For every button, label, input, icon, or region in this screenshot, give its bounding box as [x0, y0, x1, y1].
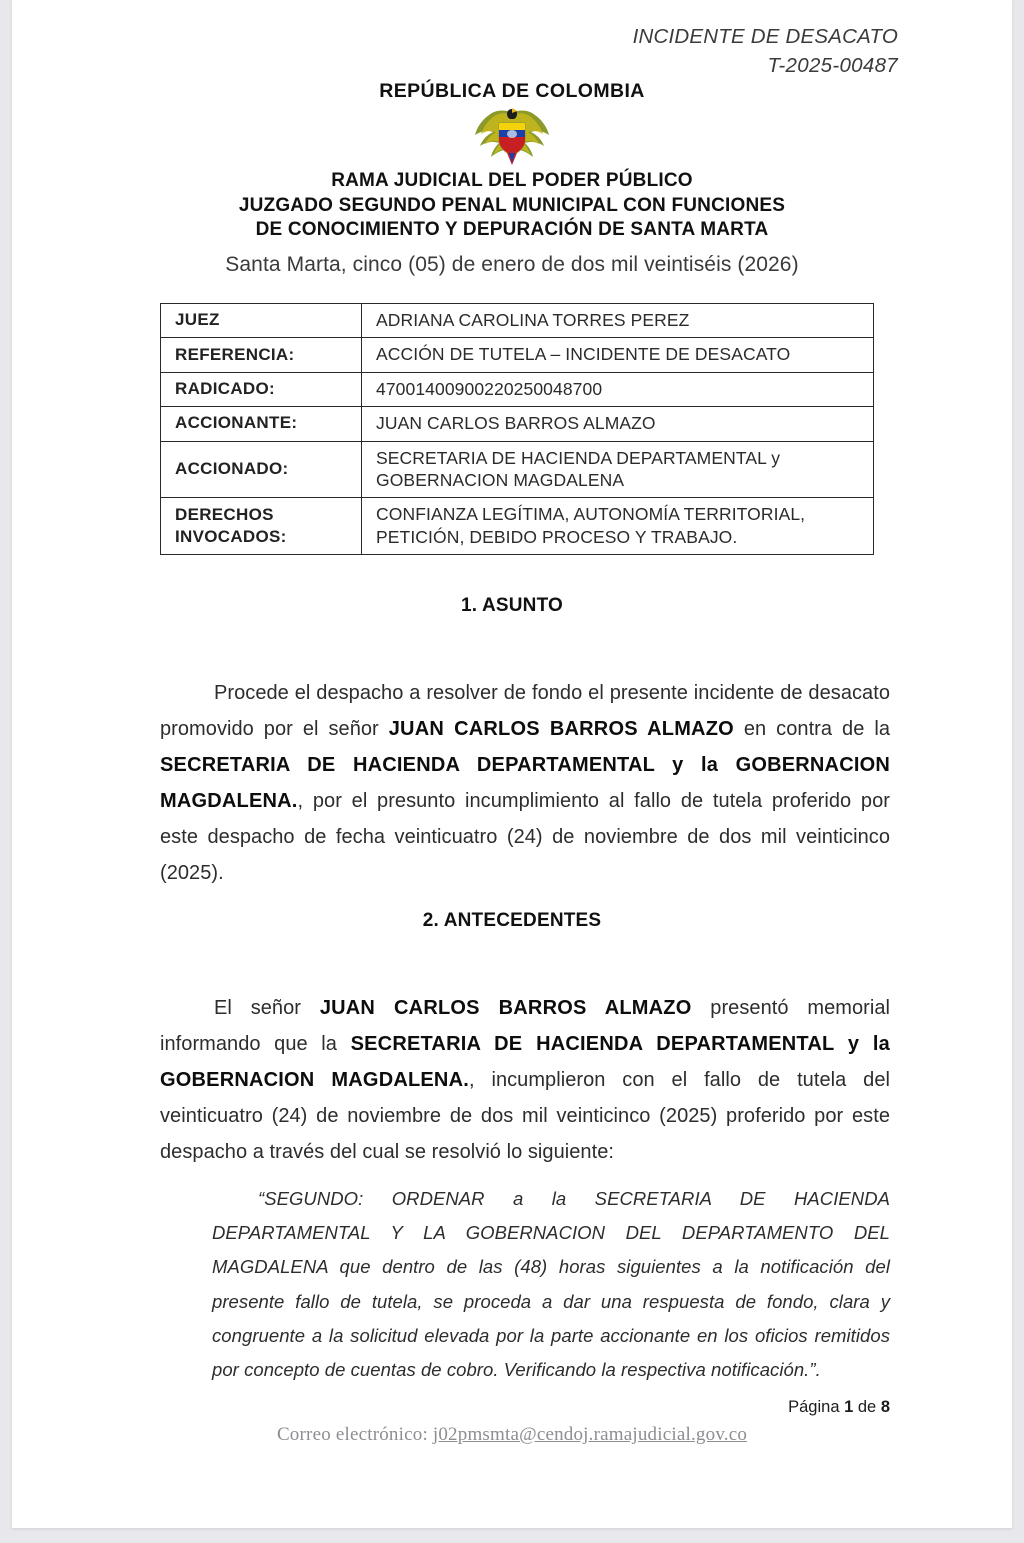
antecedentes-text-3: , incumplieron con el fallo de tutela del veinticuatro (24) de noviembre de dos mil veinticinco (2025) proferido por este despacho a través del cual se resolvió lo siguiente:	[160, 1069, 890, 1163]
section-paragraph-asunto	[160, 675, 890, 891]
court-line-1: RAMA JUDICIAL DEL PODER PÚBLICO	[331, 170, 693, 191]
page-number	[788, 1398, 890, 1417]
table-row	[161, 304, 874, 338]
row-value-accionante: JUAN CARLOS BARROS ALMAZO	[362, 407, 874, 441]
row-label-juez: JUEZ	[161, 304, 362, 338]
antecedentes-bold-1: JUAN CARLOS BARROS ALMAZO	[319, 997, 692, 1019]
table-row	[161, 498, 874, 555]
document-page	[12, 0, 1012, 1528]
section-paragraph-antecedentes	[160, 990, 890, 1170]
asunto-bold-2: SECRETARIA DE HACIENDA DEPARTAMENTAL y la GOBERNACION MAGDALENA.	[160, 754, 890, 812]
document-header	[12, 80, 1012, 243]
row-label-accionante: ACCIONANTE:	[161, 407, 362, 441]
document-caption	[633, 22, 898, 80]
footer-email	[12, 1424, 1012, 1446]
case-info-table	[160, 303, 874, 555]
row-value-referencia: ACCIÓN DE TUTELA – INCIDENTE DE DESACATO	[362, 338, 874, 372]
antecedentes-text-2: presentó memorial informando que la	[160, 997, 890, 1055]
row-label-accionado: ACCIONADO:	[161, 441, 362, 498]
republic-heading: REPÚBLICA DE COLOMBIA	[379, 80, 645, 102]
table-row	[161, 407, 874, 441]
court-line-3: DE CONOCIMIENTO Y DEPURACIÓN DE SANTA MARTA	[255, 219, 769, 241]
asunto-bold-1: JUAN CARLOS BARROS ALMAZO	[388, 718, 734, 740]
table-row	[161, 338, 874, 372]
row-label-radicado: RADICADO:	[161, 372, 362, 406]
antecedentes-text-1: El señor	[214, 997, 320, 1019]
antecedentes-bold-2: SECRETARIA DE HACIENDA DEPARTAMENTAL y la GOBERNACION MAGDALENA.	[160, 1033, 890, 1091]
page-middle: de	[853, 1398, 881, 1416]
quoted-ruling-text: “SEGUNDO: ORDENAR a la SECRETARIA DE HACIENDA DEPARTAMENTAL Y LA GOBERNACION DEL DEPARTAMENTO DEL MAGDALENA que dentro de las (48) horas siguientes a la notificación del presente fallo de tutela, se proceda a dar una respuesta de fondo, clara y congruente a la solicitud elevada por la parte accionante en los oficios remitidos por concepto de cuentas de cobro. Verificando la respectiva notificación.”.	[212, 1188, 890, 1381]
footer-email-label: Correo electrónico:	[276, 1424, 433, 1445]
row-value-accionado: SECRETARIA DE HACIENDA DEPARTAMENTAL y GOBERNACION MAGDALENA	[362, 441, 874, 498]
section-title-antecedentes: 2. ANTECEDENTES	[422, 910, 602, 931]
page-total: 8	[880, 1398, 890, 1416]
row-value-derechos-invocados: CONFIANZA LEGÍTIMA, AUTONOMÍA TERRITORIAL, PETICIÓN, DEBIDO PROCESO Y TRABAJO.	[362, 498, 874, 555]
row-value-juez: ADRIANA CAROLINA TORRES PEREZ	[362, 304, 874, 338]
caption-title: INCIDENTE DE DESACATO	[632, 25, 898, 48]
colombia-coat-of-arms-icon	[469, 107, 555, 165]
caption-case-number: T-2025-00487	[767, 54, 898, 78]
page-current: 1	[844, 1398, 854, 1416]
section-title-asunto: 1. ASUNTO	[460, 595, 564, 616]
asunto-text-3: , por el presunto incumplimiento al fallo de tutela proferido por este despacho de fecha veinticuatro (24) de noviembre de dos mil veinticinco (2025).	[160, 790, 890, 884]
court-line-2: JUZGADO SEGUNDO PENAL MUNICIPAL CON FUNCIONES	[238, 194, 786, 216]
footer-email-address[interactable]: j02pmsmta@cendoj.ramajudicial.gov.co	[432, 1424, 748, 1445]
court-heading	[12, 169, 1012, 243]
place-and-date: Santa Marta, cinco (05) de enero de dos mil veintiséis (2026)	[225, 253, 799, 276]
asunto-text-1: Procede el despacho a resolver de fondo el presente incidente de desacato promovido por el señor	[160, 682, 890, 740]
row-label-derechos-invocados: DERECHOS INVOCADOS:	[161, 498, 362, 555]
page-prefix: Página	[788, 1398, 845, 1416]
asunto-text-2: en contra de la	[733, 718, 891, 740]
row-value-radicado: 47001400900220250048700	[362, 372, 874, 406]
row-label-referencia: REFERENCIA:	[161, 338, 362, 372]
table-row	[161, 441, 874, 498]
table-row	[161, 372, 874, 406]
